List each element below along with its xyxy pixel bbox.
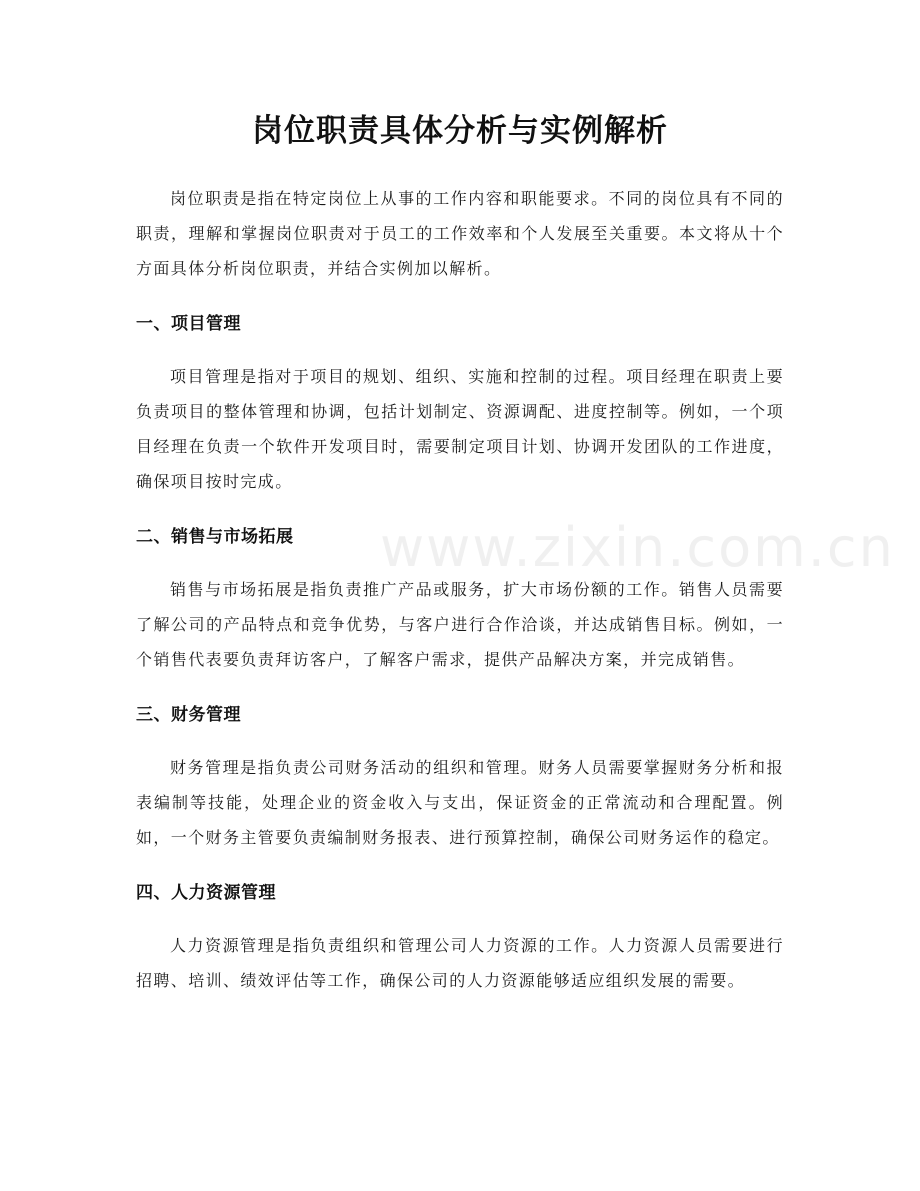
intro-paragraph: 岗位职责是指在特定岗位上从事的工作内容和职能要求。不同的岗位具有不同的职责，理解和掌握岗位职责对于员工的工作效率和个人发展至关重要。本文将从十个方面具体分析岗位职责，并结合实例加以解析。 [136,189,784,278]
section-heading-sales-marketing: 二、销售与市场拓展 [136,527,294,547]
document-body [136,181,784,998]
section-paragraph-human-resources: 人力资源管理是指负责组织和管理公司人力资源的工作。人力资源人员需要进行招聘、培训、绩效评估等工作，确保公司的人力资源能够适应组织发展的需要。 [136,936,784,990]
section-paragraph-financial-management: 财务管理是指负责公司财务活动的组织和管理。财务人员需要掌握财务分析和报表编制等技能，处理企业的资金收入与支出，保证资金的正常流动和合理配置。例如，一个财务主管要负责编制财务报表、进行预算控制，确保公司财务运作的稳定。 [136,758,784,847]
watermark-text: www.zixin.com.cn [380,516,895,579]
section-heading-project-management: 一、项目管理 [136,314,241,334]
section-heading-human-resources: 四、人力资源管理 [136,883,276,903]
section-paragraph-sales-marketing: 销售与市场拓展是指负责推广产品或服务，扩大市场份额的工作。销售人员需要了解公司的产品特点和竞争优势，与客户进行合作洽谈，并达成销售目标。例如，一个销售代表要负责拜访客户，了解客户需求，提供产品解决方案，并完成销售。 [136,580,784,669]
document-title: 岗位职责具体分析与实例解析 [252,113,668,149]
section-paragraph-project-management: 项目管理是指对于项目的规划、组织、实施和控制的过程。项目经理在职责上要负责项目的整体管理和协调，包括计划制定、资源调配、进度控制等。例如，一个项目经理在负责一个软件开发项目时，需要制定项目计划、协调开发团队的工作进度，确保项目按时完成。 [136,367,784,491]
section-heading-financial-management: 三、财务管理 [136,705,241,725]
